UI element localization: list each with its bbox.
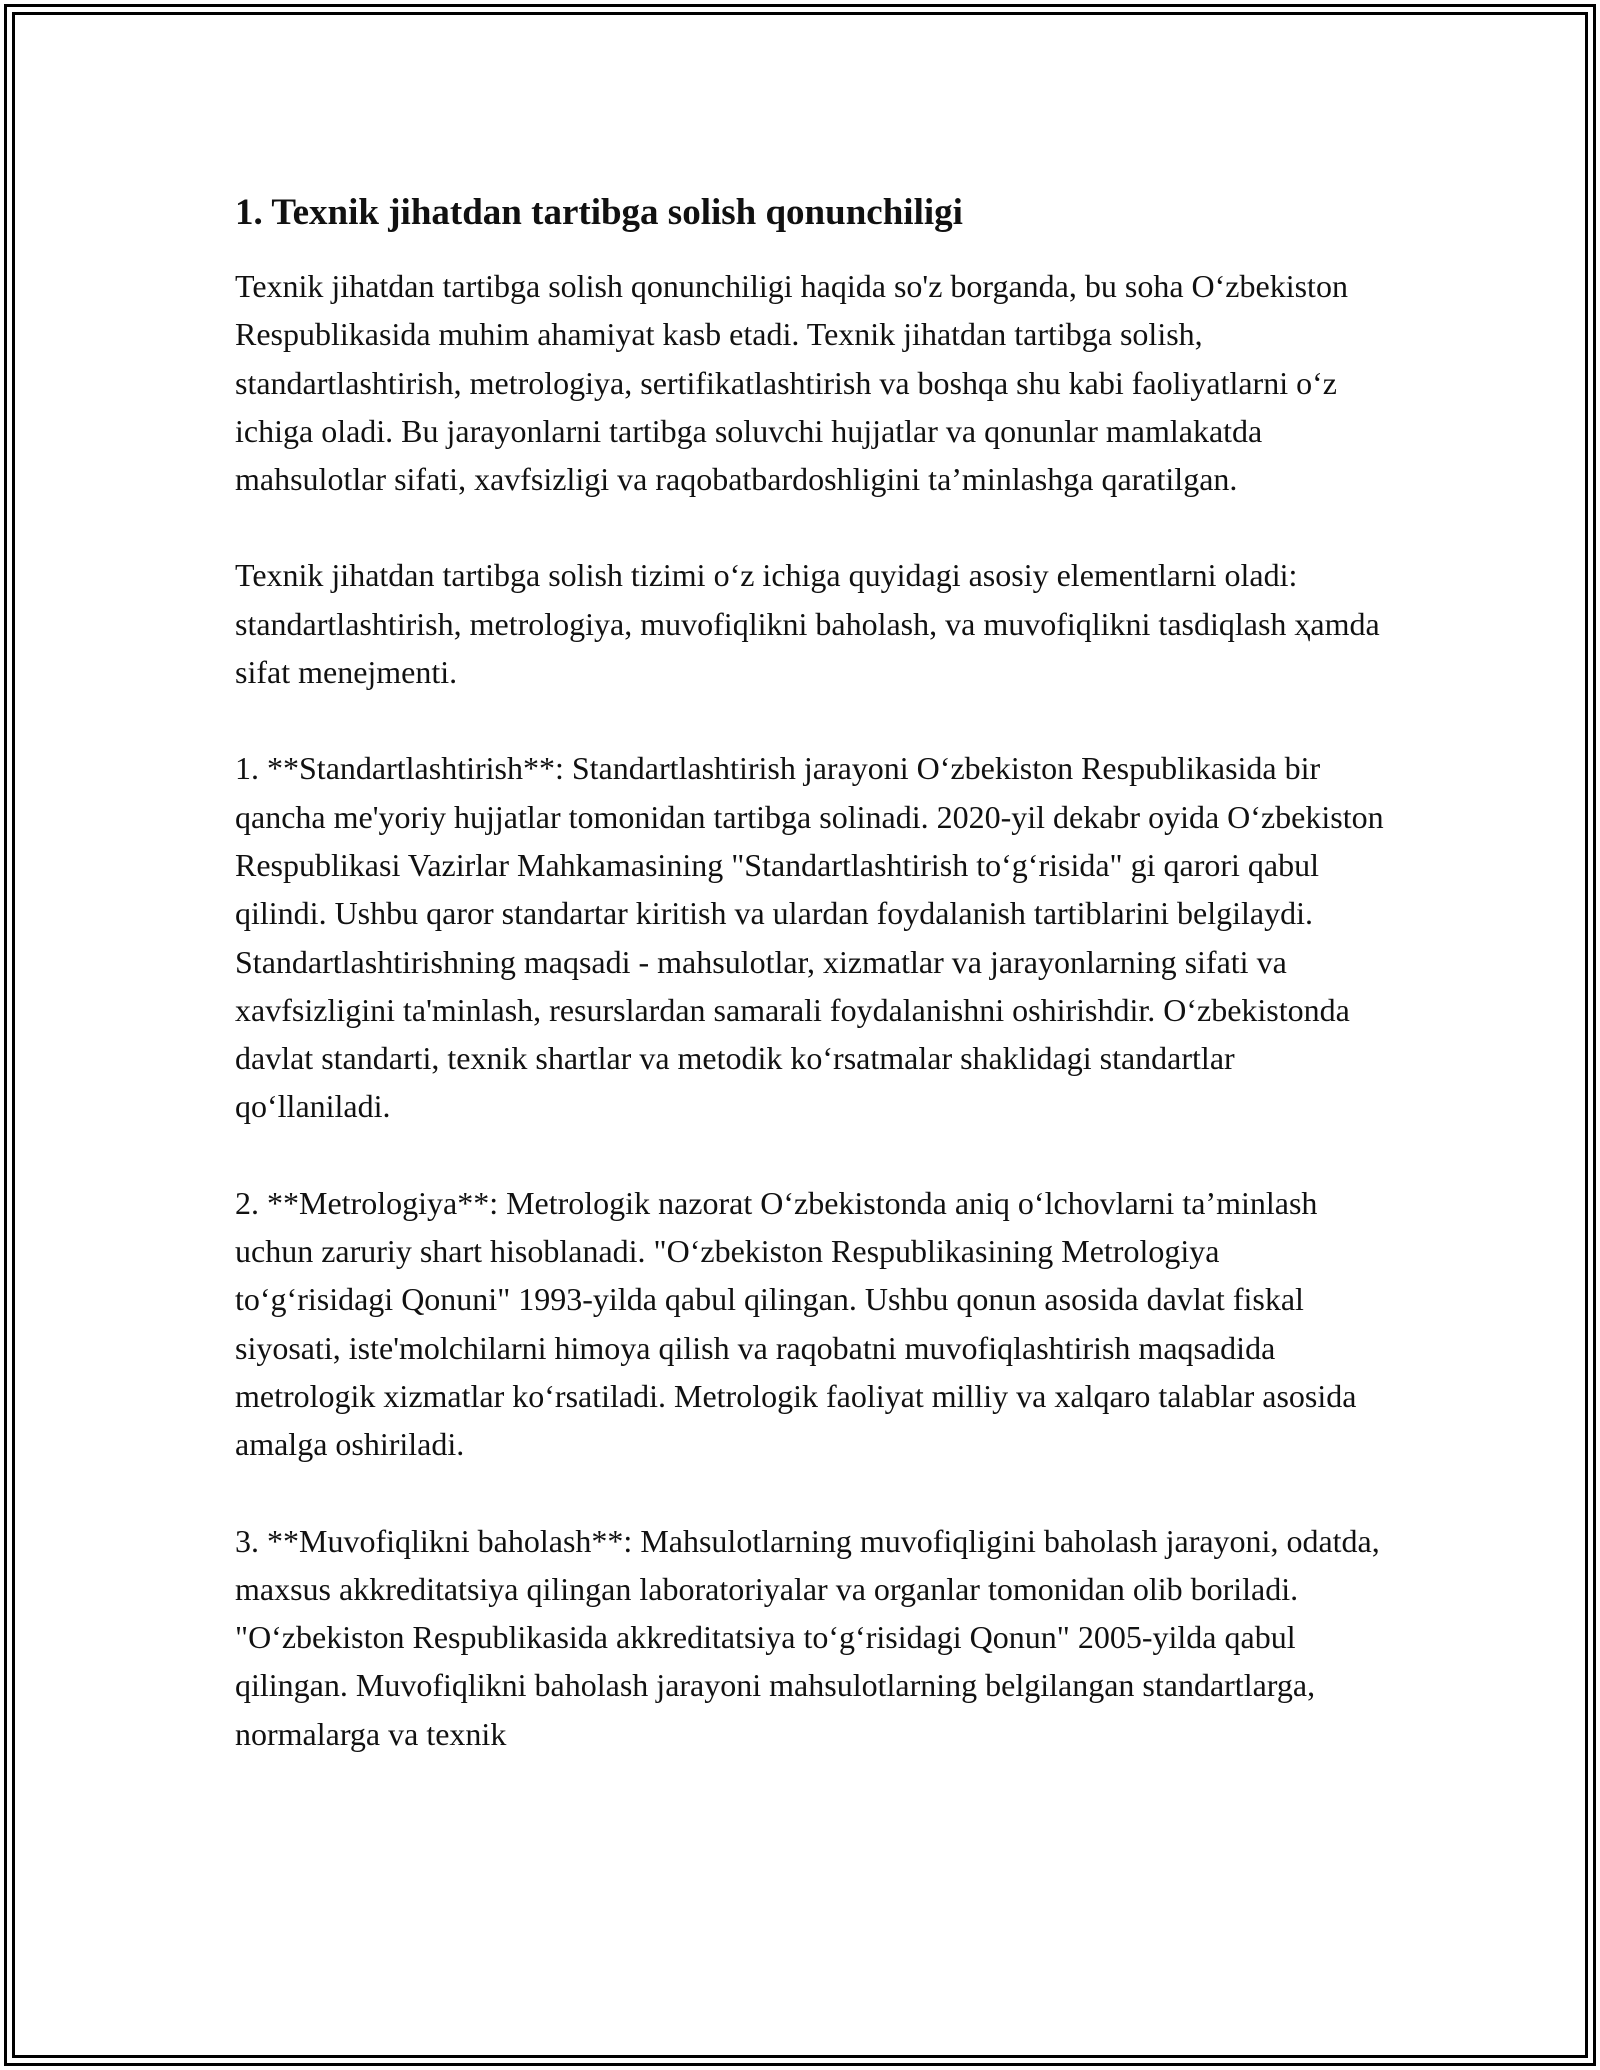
document-body	[235, 190, 1385, 1758]
paragraph-standartlashtirish: 1. **Standartlashtirish**: Standartlashtirish jarayoni O‘zbekiston Respublikasida bir qancha me'yoriy hujjatlar tomonidan tartibga solinadi. 2020-yil dekabr oyida O‘zbekiston Respublikasi Vazirlar Mahkamasining "Standartlashtirish to‘g‘risida" gi qarori qabul qilindi. Ushbu qaror standartar kiritish va ulardan foydalanish tartiblarini belgilaydi. Standartlashtirishning maqsadi - mahsulotlar, xizmatlar va jarayonlarning sifati va xavfsizligini ta'minlash, resurslardan samarali foydalanishni oshirishdir. O‘zbekistonda davlat standarti, texnik shartlar va metodik ko‘rsatmalar shaklidagi standartlar qo‘llaniladi.	[235, 750, 1384, 1125]
section-heading: 1. Texnik jihatdan tartibga solish qonunchiligi	[235, 192, 963, 233]
paragraph-metrologiya: 2. **Metrologiya**: Metrologik nazorat O‘zbekistonda aniq o‘lchovlarni ta’minlash uchun zaruriy shart hisoblanadi. "O‘zbekiston Respublikasining Metrologiya to‘g‘risidagi Qonuni" 1993-yilda qabul qilingan. Ushbu qonun asosida davlat fiskal siyosati, iste'molchilarni himoya qilish va raqobatni muvofiqlashtirish maqsadida metrologik xizmatlar ko‘rsatiladi. Metrologik faoliyat milliy va xalqaro talablar asosida amalga oshiriladi.	[235, 1184, 1357, 1463]
paragraph-elements: Texnik jihatdan tartibga solish tizimi o‘z ichiga quyidagi asosiy elementlarni oladi: standartlashtirish, metrologiya, muvofiqlikni baholash, va muvofiqlikni tasdiqlash ҳamda sifat menejmenti.	[235, 557, 1380, 691]
paragraph-intro: Texnik jihatdan tartibga solish qonunchiligi haqida so'z borganda, bu soha O‘zbekiston Respublikasida muhim ahamiyat kasb etadi. Texnik jihatdan tartibga solish, standartlashtirish, metrologiya, sertifikatlashtirish va boshqa shu kabi faoliyatlarni o‘z ichiga oladi. Bu jarayonlarni tartibga soluvchi hujjatlar va qonunlar mamlakatda mahsulotlar sifati, xavfsizligi va raqobatbardoshligini ta’minlashga qaratilgan.	[235, 268, 1348, 498]
paragraph-muvofiqlik: 3. **Muvofiqlikni baholash**: Mahsulotlarning muvofiqligini baholash jarayoni, odatda, maxsus akkreditatsiya qilingan laboratoriyalar va organlar tomonidan olib boriladi. "O‘zbekiston Respublikasida akkreditatsiya to‘g‘risidagi Qonun" 2005-yilda qabul qilingan. Muvofiqlikni baholash jarayoni mahsulotlarning belgilangan standartlarga, normalarga va texnik	[235, 1522, 1380, 1752]
